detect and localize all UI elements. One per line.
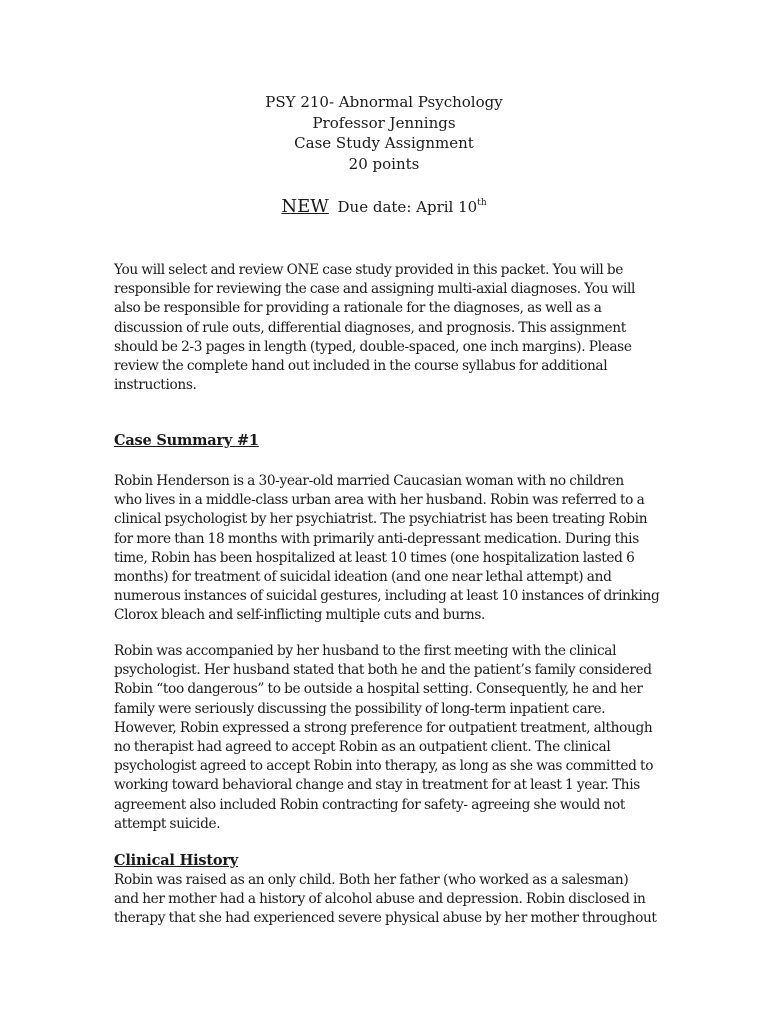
history-line: and her mother had a history of alcohol abuse and depression. Robin disclosed in [114,891,646,908]
case-line: Robin Henderson is a 30-year-old married Caucasian woman with no children [114,473,624,489]
case-paragraph-1 [114,472,662,626]
case-line: Robin was accompanied by her husband to the first meeting with the clinical [114,643,617,659]
case-line: attempt suicide. [114,815,221,832]
case-line: working toward behavioral change and stay in treatment for at least 1 year. This [114,777,640,794]
assignment-title: Case Study Assignment [294,134,474,152]
history-paragraph [114,871,662,929]
assignment-header [0,92,768,174]
case-paragraph-2 [114,642,662,834]
intro-line: also be responsible for providing a rationale for the diagnoses, as well as a [114,300,602,317]
intro-line: instructions. [114,377,197,394]
professor-name: Professor Jennings [312,113,456,132]
case-line: agreement also included Robin contracting for safety- agreeing she would not [114,796,626,813]
case-line: However, Robin expressed a strong preference for outpatient treatment, although [114,719,653,736]
due-date-line [0,196,768,218]
history-line: therapy that she had experienced severe physical abuse by her mother throughout [114,910,657,927]
case-summary-heading: Case Summary #1 [114,432,259,449]
due-date-text: Due date: April 10 [337,198,478,216]
new-label: NEW [281,196,329,217]
intro-line: review the complete hand out included in the course syllabus for additional [114,358,608,375]
case-line: numerous instances of suicidal gestures, including at least 10 instances of drinking [114,588,660,605]
due-date-suffix: th [477,198,487,208]
case-line: family were seriously discussing the possibility of long-term inpatient care. [114,700,606,717]
intro-line: should be 2-3 pages in length (typed, double-spaced, one inch margins). Please [114,338,632,355]
case-line: psychologist agreed to accept Robin into therapy, as long as she was committed to [114,758,654,775]
case-line: no therapist had agreed to accept Robin as an outpatient client. The clinical [114,739,611,756]
points-value: 20 points [348,154,420,173]
intro-paragraph [114,261,662,395]
intro-line: responsible for reviewing the case and assigning multi-axial diagnoses. You will [114,281,636,298]
case-line: Clorox bleach and self-inflicting multiple cuts and burns. [114,607,486,624]
case-line: psychologist. Her husband stated that both he and the patient’s family considered [114,662,652,679]
case-line: months) for treatment of suicidal ideation (and one near lethal attempt) and [114,569,612,586]
course-title: PSY 210- Abnormal Psychology [265,93,503,111]
case-line: for more than 18 months with primarily anti-depressant medication. During this [114,530,639,547]
intro-line: You will select and review ONE case study provided in this packet. You will be [114,262,624,278]
case-line: clinical psychologist by her psychiatrist. The psychiatrist has been treating Robin [114,511,648,528]
history-line: Robin was raised as an only child. Both her father (who worked as a salesman) [114,872,629,888]
case-line: who lives in a middle-class urban area with her husband. Robin was referred to a [114,492,645,509]
case-line: time, Robin has been hospitalized at least 10 times (one hospitalization lasted 6 [114,549,635,566]
case-line: Robin “too dangerous” to be outside a hospital setting. Consequently, he and her [114,681,643,698]
intro-line: discussion of rule outs, differential diagnoses, and prognosis. This assignment [114,319,626,336]
clinical-history-heading: Clinical History [114,852,238,869]
